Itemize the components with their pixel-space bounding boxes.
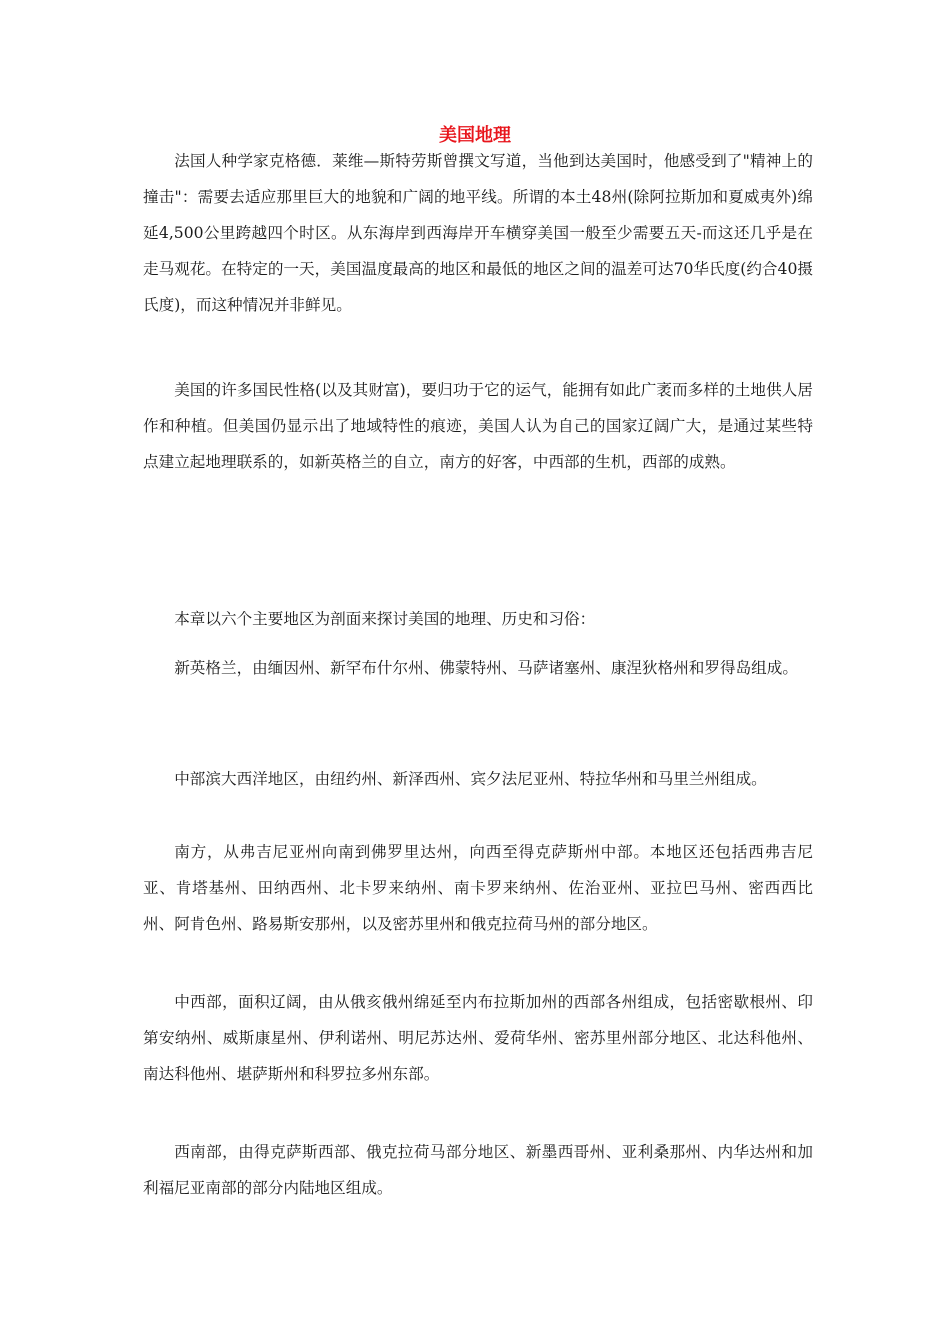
paragraph-new-england: 新英格兰，由缅因州、新罕布什尔州、佛蒙特州、马萨诸塞州、康涅狄格州和罗得岛组成。 [174,659,798,677]
paragraph-south: 南方，从弗吉尼亚州向南到佛罗里达州，向西至得克萨斯州中部。本地区还包括西弗吉尼亚、肯塔基州、田纳西州、北卡罗来纳州、南卡罗来纳州、佐治亚州、亚拉巴马州、密西西比州、阿肯色州、路易斯安那州，以及密苏里州和俄克拉荷马州的部分地区。 [143,843,813,933]
paragraph-intro: 法国人种学家克格德．莱维—斯特劳斯曾撰文写道，当他到达美国时，他感受到了"精神上的撞击"：需要去适应那里巨大的地貌和广阔的地平线。所谓的本土48州(除阿拉斯加和夏威夷外)绵延4,500公里跨越四个时区。从东海岸到西海岸开车横穿美国一般至少需要五天-而这还几乎是在走马观花。在特定的一天，美国温度最高的地区和最低的地区之间的温差可达70华氏度(约合40摄氏度)，而这种情况并非鲜见。 [143,152,813,314]
document-title: 美国地理 [439,125,511,146]
paragraph-southwest: 西南部，由得克萨斯西部、俄克拉荷马部分地区、新墨西哥州、亚利桑那州、内华达州和加利福尼亚南部的部分内陆地区组成。 [143,1143,813,1197]
paragraph-mid-atlantic: 中部滨大西洋地区，由纽约州、新泽西州、宾夕法尼亚州、特拉华州和马里兰州组成。 [174,770,767,788]
paragraph-national-character: 美国的许多国民性格(以及其财富)，要归功于它的运气，能拥有如此广袤而多样的土地供人居作和种植。但美国仍显示出了地域特性的痕迹，美国人认为自己的国家辽阔广大，是通过某些特点建立起地理联系的，如新英格兰的自立，南方的好客，中西部的生机，西部的成熟。 [143,381,813,471]
paragraph-chapter-overview: 本章以六个主要地区为剖面来探讨美国的地理、历史和习俗： [174,610,596,628]
paragraph-midwest: 中西部，面积辽阔，由从俄亥俄州绵延至内布拉斯加州的西部各州组成，包括密歇根州、印第安纳州、威斯康星州、伊利诺州、明尼苏达州、爱荷华州、密苏里州部分地区、北达科他州、南达科他州、堪萨斯州和科罗拉多州东部。 [143,993,813,1083]
